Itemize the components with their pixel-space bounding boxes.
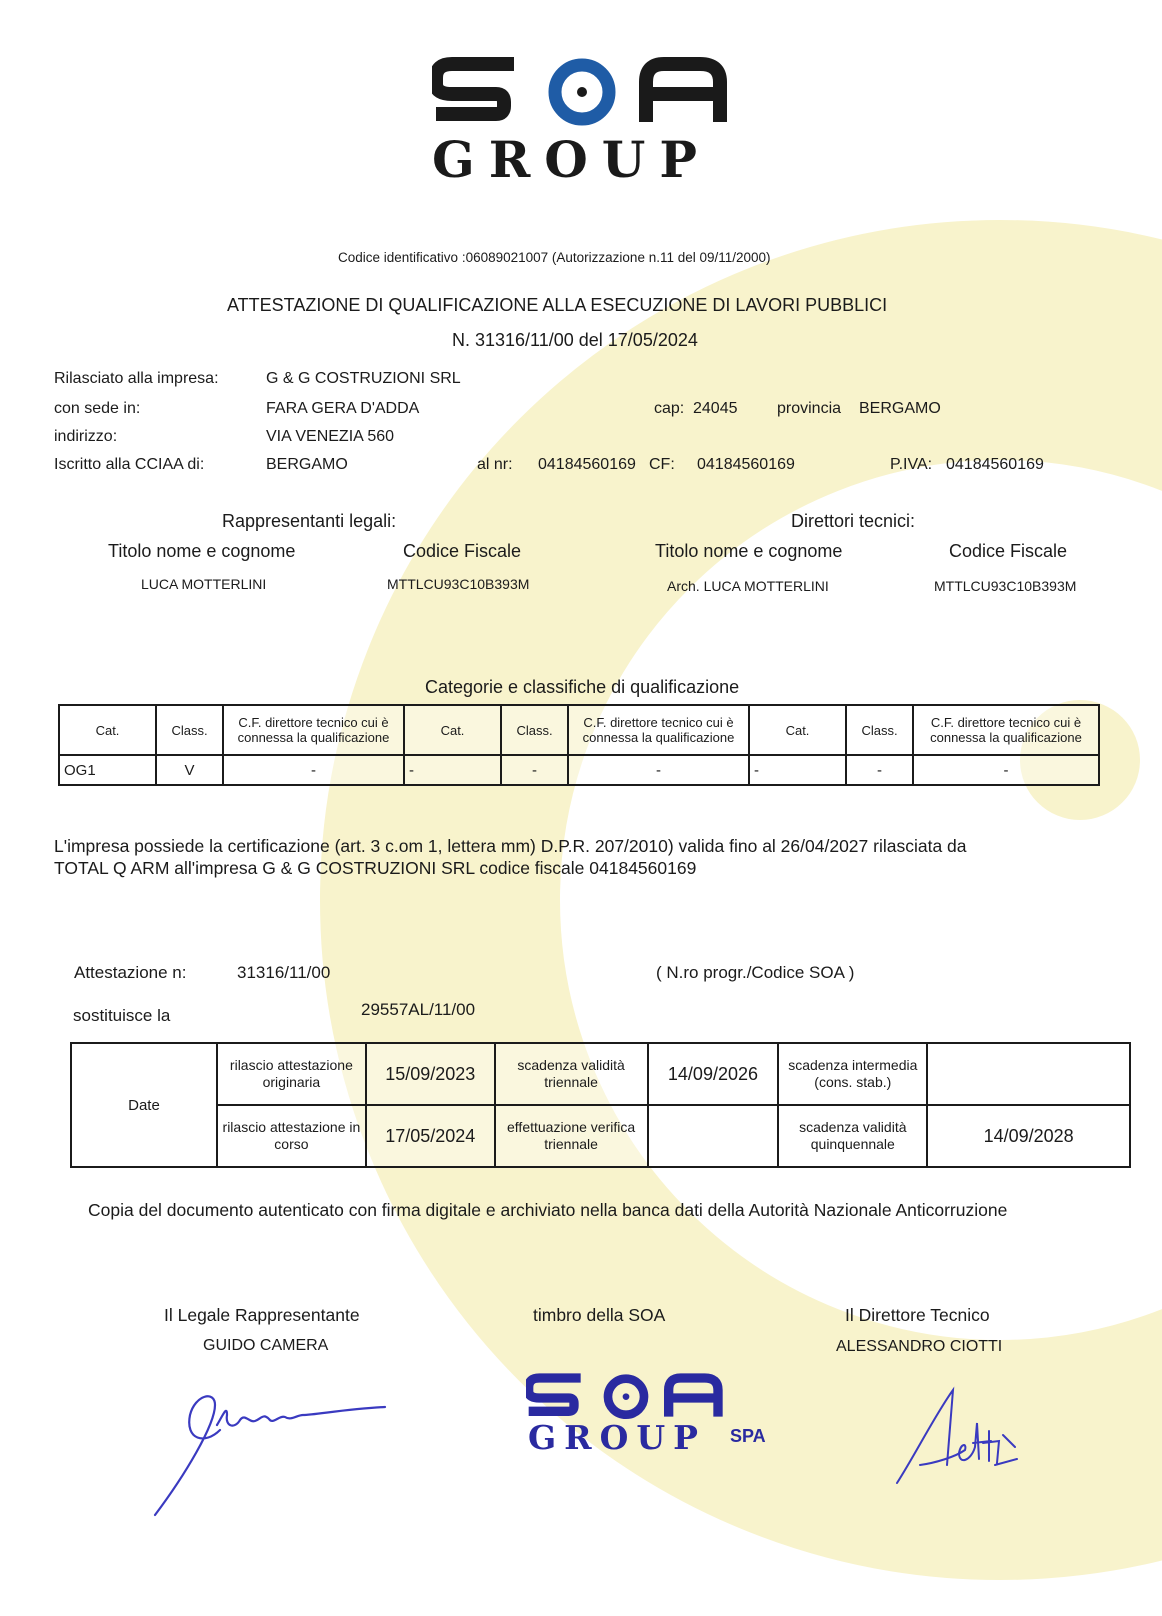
document-number: N. 31316/11/00 del 17/05/2024 [452, 330, 698, 350]
header-cell: C.F. direttore tecnico cui è connessa la qualificazione [223, 705, 404, 755]
current-issue-label: rilascio attestazione in corso [217, 1105, 366, 1167]
dates-table [70, 1042, 1131, 1168]
header-cell: Cat. [59, 705, 156, 755]
nr-label: al nr: [477, 456, 513, 473]
cap-value: 24045 [693, 400, 738, 417]
province-label: provincia [777, 400, 842, 417]
soa-code-note: ( N.ro progr./Codice SOA ) [656, 963, 855, 982]
tech-cf-column-header: Codice Fiscale [949, 541, 1068, 561]
header-cell: Cat. [404, 705, 501, 755]
dates-label: Date [71, 1043, 217, 1167]
cf-value: 04184560169 [697, 456, 795, 473]
identification-code: Codice identificativo :06089021007 (Autorizzazione n.11 del 09/11/2000) [338, 250, 771, 265]
categories-heading: Categorie e classifiche di qualificazione [425, 677, 740, 697]
header-cell: Class. [156, 705, 223, 755]
stamp-logo-mark [526, 1372, 726, 1420]
data-cell: - [223, 755, 404, 785]
technical-directors-heading: Direttori tecnici: [791, 511, 916, 531]
piva-label: P.IVA: [890, 456, 933, 473]
certification-line-1: L'impresa possiede la certificazione (art. 3 c.om 1, lettera mm) D.P.R. 207/2010) valida fino al 26/04/2027 rilasciata da [54, 836, 967, 856]
certification-line-2: TOTAL Q ARM all'impresa G & G COSTRUZIONI SRL codice fiscale 04184560169 [54, 858, 697, 878]
legal-representative-cf: MTTLCU93C10B393M [387, 576, 530, 592]
data-cell: - [568, 755, 749, 785]
legal-name-column-header: Titolo nome e cognome [108, 541, 296, 561]
logo-group-word: GROUP [432, 130, 712, 189]
data-cell: - [749, 755, 846, 785]
header-cell: Cat. [749, 705, 846, 755]
replaces-label: sostituisce la [73, 1006, 171, 1025]
header-cell: Class. [846, 705, 913, 755]
triennial-expiry-date: 14/09/2026 [648, 1043, 779, 1105]
stamp-group-word: GROUP [528, 1418, 706, 1457]
technical-director-name: Arch. LUCA MOTTERLINI [667, 578, 829, 594]
legal-signature [145, 1385, 405, 1520]
data-cell: V [156, 755, 223, 785]
issued-to-label: Rilasciato alla impresa: [54, 370, 219, 387]
technical-signature [895, 1385, 1055, 1495]
data-cell: OG1 [59, 755, 156, 785]
current-issue-date: 17/05/2024 [366, 1105, 495, 1167]
attestation-number-label: Attestazione n: [74, 963, 187, 982]
address-label: indirizzo: [54, 428, 118, 445]
data-cell: - [846, 755, 913, 785]
company-address: VIA VENEZIA 560 [266, 428, 395, 445]
original-issue-date: 15/09/2023 [366, 1043, 495, 1105]
cf-label: CF: [649, 456, 675, 473]
nr-value: 04184560169 [538, 456, 636, 473]
soa-logo-mark [432, 56, 732, 126]
tech-name-column-header: Titolo nome e cognome [655, 541, 843, 561]
ccia-value: BERGAMO [266, 456, 348, 473]
header-cell: Class. [501, 705, 568, 755]
legal-representative-title: Il Legale Rappresentante [164, 1305, 360, 1325]
dates-row-2 [71, 1105, 1130, 1167]
legal-representatives-heading: Rappresentanti legali: [222, 511, 397, 531]
five-year-expiry-label: scadenza validità quinquennale [778, 1105, 927, 1167]
technical-director-signer: ALESSANDRO CIOTTI [836, 1338, 1003, 1355]
triennial-expiry-label: scadenza validità triennale [495, 1043, 648, 1105]
soa-stamp-title: timbro della SOA [533, 1305, 666, 1325]
intermediate-expiry-date [927, 1043, 1130, 1105]
triennial-check-date [648, 1105, 779, 1167]
data-cell: - [404, 755, 501, 785]
company-name: G & G COSTRUZIONI SRL [266, 370, 461, 387]
five-year-expiry-date: 14/09/2028 [927, 1105, 1130, 1167]
cap-label: cap: [654, 400, 685, 417]
replaces-value: 29557AL/11/00 [361, 1000, 476, 1019]
authentication-note: Copia del documento autenticato con firma digitale e archiviato nella banca dati della Autorità Nazionale Anticorruzione [88, 1200, 1008, 1220]
header-cell: C.F. direttore tecnico cui è connessa la qualificazione [568, 705, 749, 755]
original-issue-label: rilascio attestazione originaria [217, 1043, 366, 1105]
province-value: BERGAMO [859, 400, 941, 417]
attestation-number-value: 31316/11/00 [237, 963, 331, 982]
categories-table [58, 704, 1100, 786]
document-title: ATTESTAZIONE DI QUALIFICAZIONE ALLA ESECUZIONE DI LAVORI PUBBLICI [227, 295, 888, 315]
categories-data-row [59, 755, 1099, 785]
data-cell: - [913, 755, 1099, 785]
technical-director-cf: MTTLCU93C10B393M [934, 578, 1077, 594]
categories-header-row [59, 705, 1099, 755]
stamp-spa: SPA [730, 1426, 766, 1446]
legal-representative-name: LUCA MOTTERLINI [141, 576, 267, 592]
ccia-label: Iscritto alla CCIAA di: [54, 456, 205, 473]
data-cell: - [501, 755, 568, 785]
technical-director-title: Il Direttore Tecnico [845, 1305, 990, 1325]
piva-value: 04184560169 [946, 456, 1044, 473]
company-seat: FARA GERA D'ADDA [266, 400, 420, 417]
dates-row-1 [71, 1043, 1130, 1105]
legal-cf-column-header: Codice Fiscale [403, 541, 522, 561]
header-cell: C.F. direttore tecnico cui è connessa la qualificazione [913, 705, 1099, 755]
triennial-check-label: effettuazione verifica triennale [495, 1105, 648, 1167]
seat-label: con sede in: [54, 400, 141, 417]
intermediate-expiry-label: scadenza intermedia (cons. stab.) [778, 1043, 927, 1105]
legal-representative-signer: GUIDO CAMERA [203, 1337, 329, 1354]
